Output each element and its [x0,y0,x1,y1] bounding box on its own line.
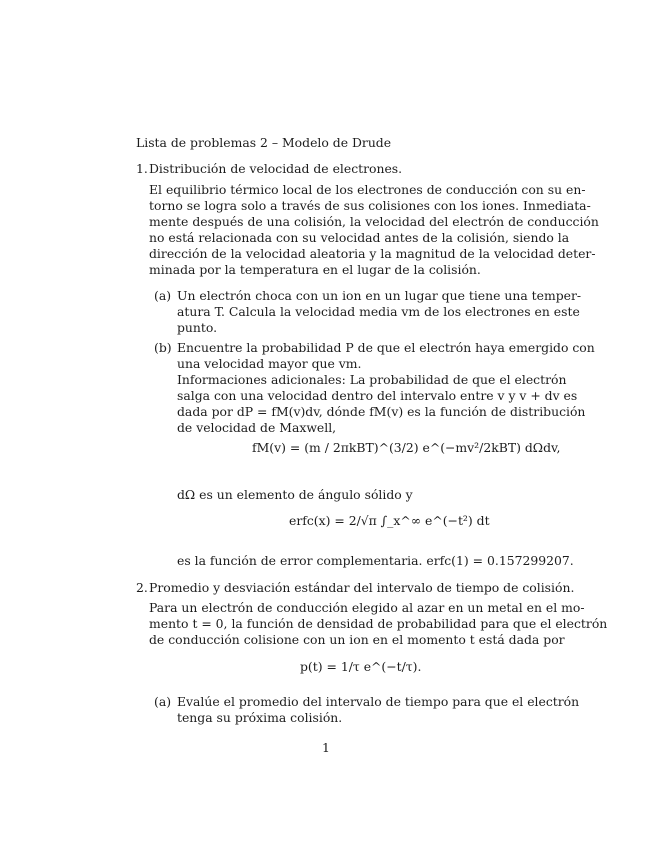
problem-1-intro-line: torno se logra solo a través de sus colisiones con los iones. Inmediata- [149,198,591,213]
part-a-line: atura T. Calcula la velocidad media vm de los electrones en este [177,304,580,319]
problem-2-part-a-line: tenga su próxima colisión. [177,710,343,725]
probability-density-equation: p(t) = 1/τ e^(−t/τ). [300,659,422,674]
problem-2-intro-line: Para un electrón de conducción elegido al azar en un metal en el mo- [149,600,585,615]
problem-2-title: Promedio y desviación estándar del intervalo de tiempo de colisión. [149,580,575,595]
part-a-label: (a) [154,288,172,303]
part-b-line: Encuentre la probabilidad P de que el electrón haya emergido con [177,340,595,355]
part-b-line: Informaciones adicionales: La probabilidad de que el electrón [177,372,567,387]
problem-1-intro-line: dirección de la velocidad aleatoria y la magnitud de la velocidad deter- [149,246,596,261]
maxwell-equation: fM(v) = (m / 2πkBT)^(3/2) e^(−mv²/2kBT) dΩdv, [252,440,561,455]
problem-1-intro-line: minada por la temperatura en el lugar de la colisión. [149,262,481,277]
erfc-text: es la función de error complementaria. erfc(1) = 0.157299207. [177,553,574,568]
part-b-line: salga con una velocidad dentro del intervalo entre v y v + dv es [177,388,578,403]
problem-1-intro-line: El equilibrio térmico local de los electrones de conducción con su en- [149,182,586,197]
problem-2-intro-line: mento t = 0, la función de densidad de probabilidad para que el electrón [149,616,608,631]
problem-2-part-a-line: Evalúe el promedio del intervalo de tiempo para que el electrón [177,694,580,709]
part-a-line: Un electrón choca con un ion en un lugar que tiene una temper- [177,288,582,303]
part-b-line: dada por dP = fM(v)dv, dónde fM(v) es la función de distribución [177,404,586,419]
problem-2-number: 2. [136,580,148,595]
page-title: Lista de problemas 2 – Modelo de Drude [136,135,392,150]
page-number: 1 [322,740,330,755]
problem-1-intro-line: mente después de una colisión, la velocidad del electrón de conducción [149,214,599,229]
part-b-line: una velocidad mayor que vm. [177,356,362,371]
problem-1-number: 1. [136,161,148,176]
part-a-line: punto. [177,320,218,335]
erfc-equation: erfc(x) = 2/√π ∫_x^∞ e^(−t²) dt [289,513,490,528]
problem-1-title: Distribución de velocidad de electrones. [149,161,403,176]
problem-1-intro-line: no está relacionada con su velocidad antes de la colisión, siendo la [149,230,570,245]
problem-2-part-a-label: (a) [154,694,172,709]
domega-text: dΩ es un elemento de ángulo sólido y [177,487,413,502]
part-b-label: (b) [154,340,172,355]
part-b-line: de velocidad de Maxwell, [177,420,337,435]
problem-2-intro-line: de conducción colisione con un ion en el momento t está dada por [149,632,565,647]
